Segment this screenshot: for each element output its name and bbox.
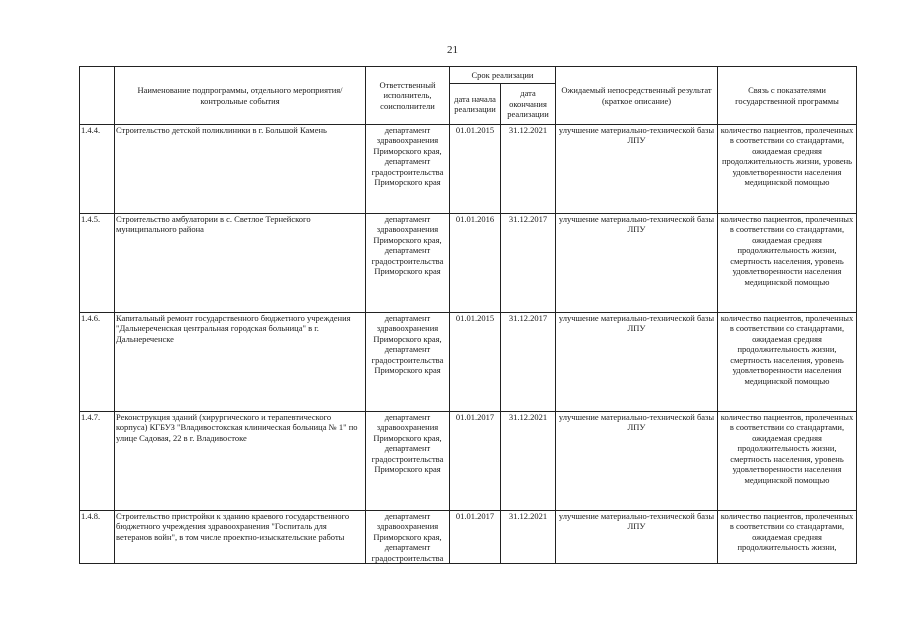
row-link: количество пациентов, пролеченных в соответствии со стандартами, ожидаемая средняя продолжительность жизни, смертность населения, уровень удовлетворенности населения медицинской помощью [718,214,857,313]
table-row [80,412,857,511]
header-name: Наименование подпрограммы, отдельного мероприятия/контрольные события [115,67,366,125]
row-result: улучшение материально-технической базы ЛПУ [556,412,718,511]
row-start: 01.01.2017 [450,511,501,564]
row-result: улучшение материально-технической базы ЛПУ [556,511,718,564]
header-end: дата окончания реализации [501,84,556,125]
row-name: Строительство пристройки к зданию краевого государственного бюджетного учреждения здравоохранения "Госпиталь для ветеранов войн", в том числе проектно-изыскательские работы [115,511,366,564]
row-num: 1.4.4. [80,125,115,214]
row-num: 1.4.5. [80,214,115,313]
row-executor: департамент здравоохранения Приморского края, департамент градостроительства [366,511,450,564]
row-end: 31.12.2021 [501,412,556,511]
row-start: 01.01.2017 [450,412,501,511]
row-link: количество пациентов, пролеченных в соответствии со стандартами, ожидаемая средняя продолжительность жизни, уровень удовлетворенности населения медицинской помощью [718,125,857,214]
table-row [80,214,857,313]
header-link: Связь с показателями государственной программы [718,67,857,125]
table-header [80,67,857,125]
row-result: улучшение материально-технической базы ЛПУ [556,125,718,214]
table-row [80,511,857,564]
row-end: 31.12.2021 [501,511,556,564]
row-link: количество пациентов, пролеченных в соответствии со стандартами, ожидаемая средняя продолжительность жизни, [718,511,857,564]
header-start: дата начала реализации [450,84,501,125]
header-period: Срок реализации [450,67,556,84]
row-result: улучшение материально-технической базы ЛПУ [556,313,718,412]
row-executor: департамент здравоохранения Приморского края, департамент градостроительства Приморского края [366,412,450,511]
row-num: 1.4.6. [80,313,115,412]
row-name: Строительство амбулатории в с. Светлое Тернейского муниципального района [115,214,366,313]
row-executor: департамент здравоохранения Приморского края, департамент градостроительства Приморского края [366,313,450,412]
row-end: 31.12.2021 [501,125,556,214]
page-number: 21 [447,44,458,56]
row-link: количество пациентов, пролеченных в соответствии со стандартами, ожидаемая средняя продолжительность жизни, смертность населения, уровень удовлетворенности населения медицинской помощью [718,412,857,511]
row-end: 31.12.2017 [501,313,556,412]
table-row [80,125,857,214]
header-result: Ожидаемый непосредственный результат (краткое описание) [556,67,718,125]
row-end: 31.12.2017 [501,214,556,313]
row-name: Строительство детской поликлиники в г. Большой Камень [115,125,366,214]
row-executor: департамент здравоохранения Приморского края, департамент градостроительства Приморского края [366,214,450,313]
program-table [79,66,857,564]
row-name: Реконструкция зданий (хирургического и терапевтического корпуса) КГБУЗ "Владивостокская клиническая больница № 1" по улице Садовая, 22 в г. Владивостоке [115,412,366,511]
header-num [80,67,115,125]
row-num: 1.4.7. [80,412,115,511]
row-start: 01.01.2016 [450,214,501,313]
row-start: 01.01.2015 [450,313,501,412]
row-num: 1.4.8. [80,511,115,564]
row-link: количество пациентов, пролеченных в соответствии со стандартами, ожидаемая средняя продолжительность жизни, смертность населения, уровень удовлетворенности населения медицинской помощью [718,313,857,412]
header-executor: Ответственный исполнитель, соисполнители [366,67,450,125]
table-row [80,313,857,412]
row-name: Капитальный ремонт государственного бюджетного учреждения "Дальнереченская центральная городская больница" в г. Дальнереченске [115,313,366,412]
row-result: улучшение материально-технической базы ЛПУ [556,214,718,313]
row-start: 01.01.2015 [450,125,501,214]
row-executor: департамент здравоохранения Приморского края, департамент градостроительства Приморского края [366,125,450,214]
